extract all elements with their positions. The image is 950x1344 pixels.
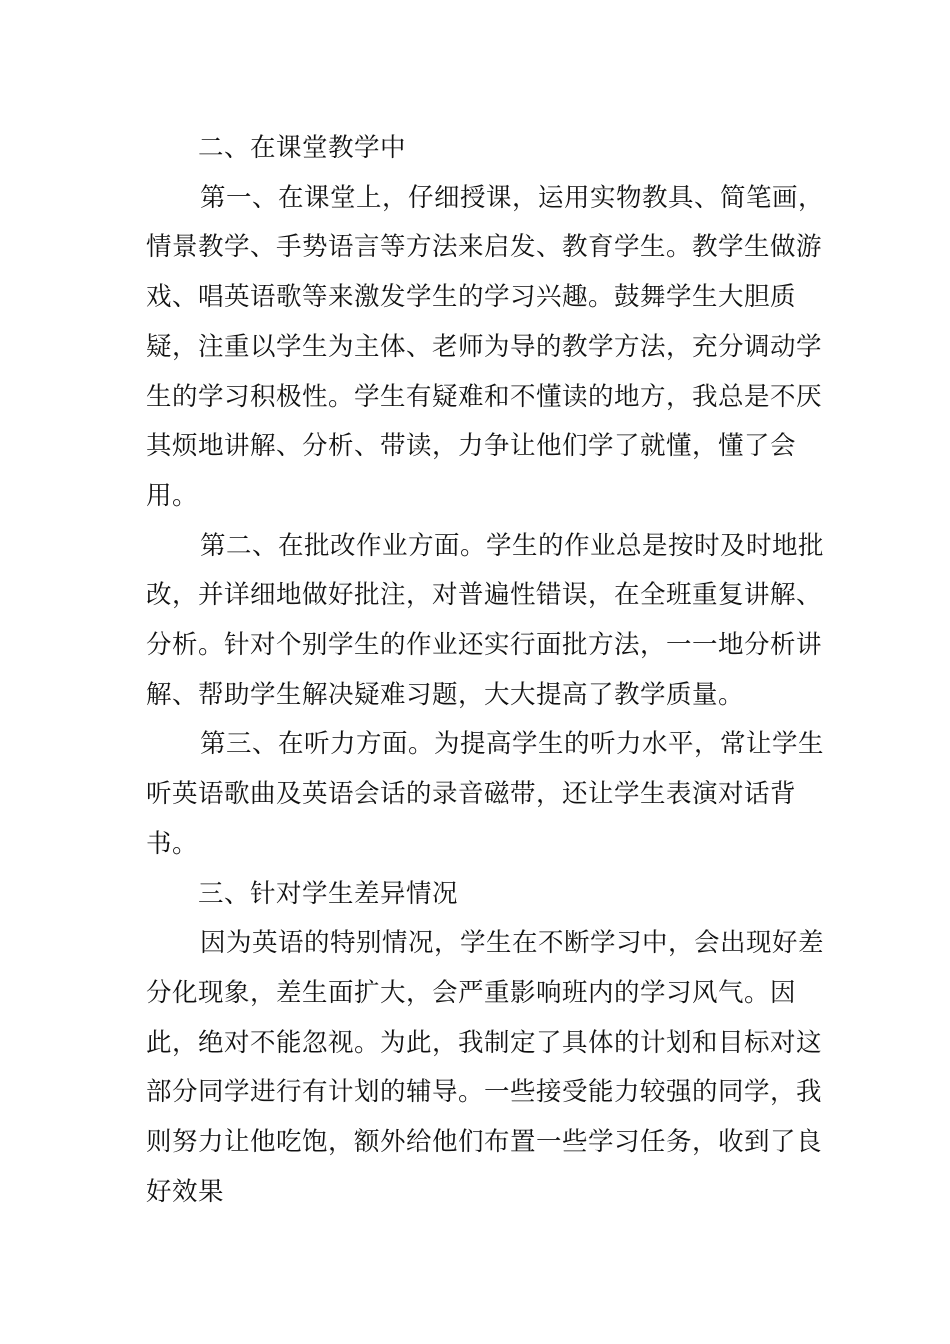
paragraph: 第三、在听力方面。为提高学生的听力水平，常让学生听英语歌曲及英语会话的录音磁带，还让学生表演对话背书。 <box>146 729 825 859</box>
section-heading: 三、针对学生差异情况 <box>198 878 459 909</box>
section-heading: 二、在课堂教学中 <box>198 133 407 163</box>
paragraph: 第二、在批改作业方面。学生的作业总是按时及时地批改，并详细地做好批注，对普遍性错误，在全班重复讲解、分析。针对个别学生的作业还实行面批方法，一一地分析讲解、帮助学生解决疑难习题，大大提高了教学质量。 <box>146 530 825 710</box>
paragraph: 因为英语的特别情况，学生在不断学习中，会出现好差分化现象，差生面扩大，会严重影响班内的学习风气。因此，绝对不能忽视。为此，我制定了具体的计划和目标对这部分同学进行有计划的辅导。一些接受能力较强的同学，我则努力让他吃饱，额外给他们布置一些学习任务，收到了良好效果 <box>146 928 825 1207</box>
document-body <box>146 124 836 1217</box>
paragraph: 第一、在课堂上，仔细授课，运用实物教具、简笔画，情景教学、手势语言等方法来启发、教育学生。教学生做游戏、唱英语歌等来激发学生的学习兴趣。鼓舞学生大胆质疑，注重以学生为主体、老师为导的教学方法，充分调动学生的学习积极性。学生有疑难和不懂读的地方，我总是不厌其烦地讲解、分析、带读，力争让他们学了就懂，懂了会用。 <box>146 182 825 511</box>
